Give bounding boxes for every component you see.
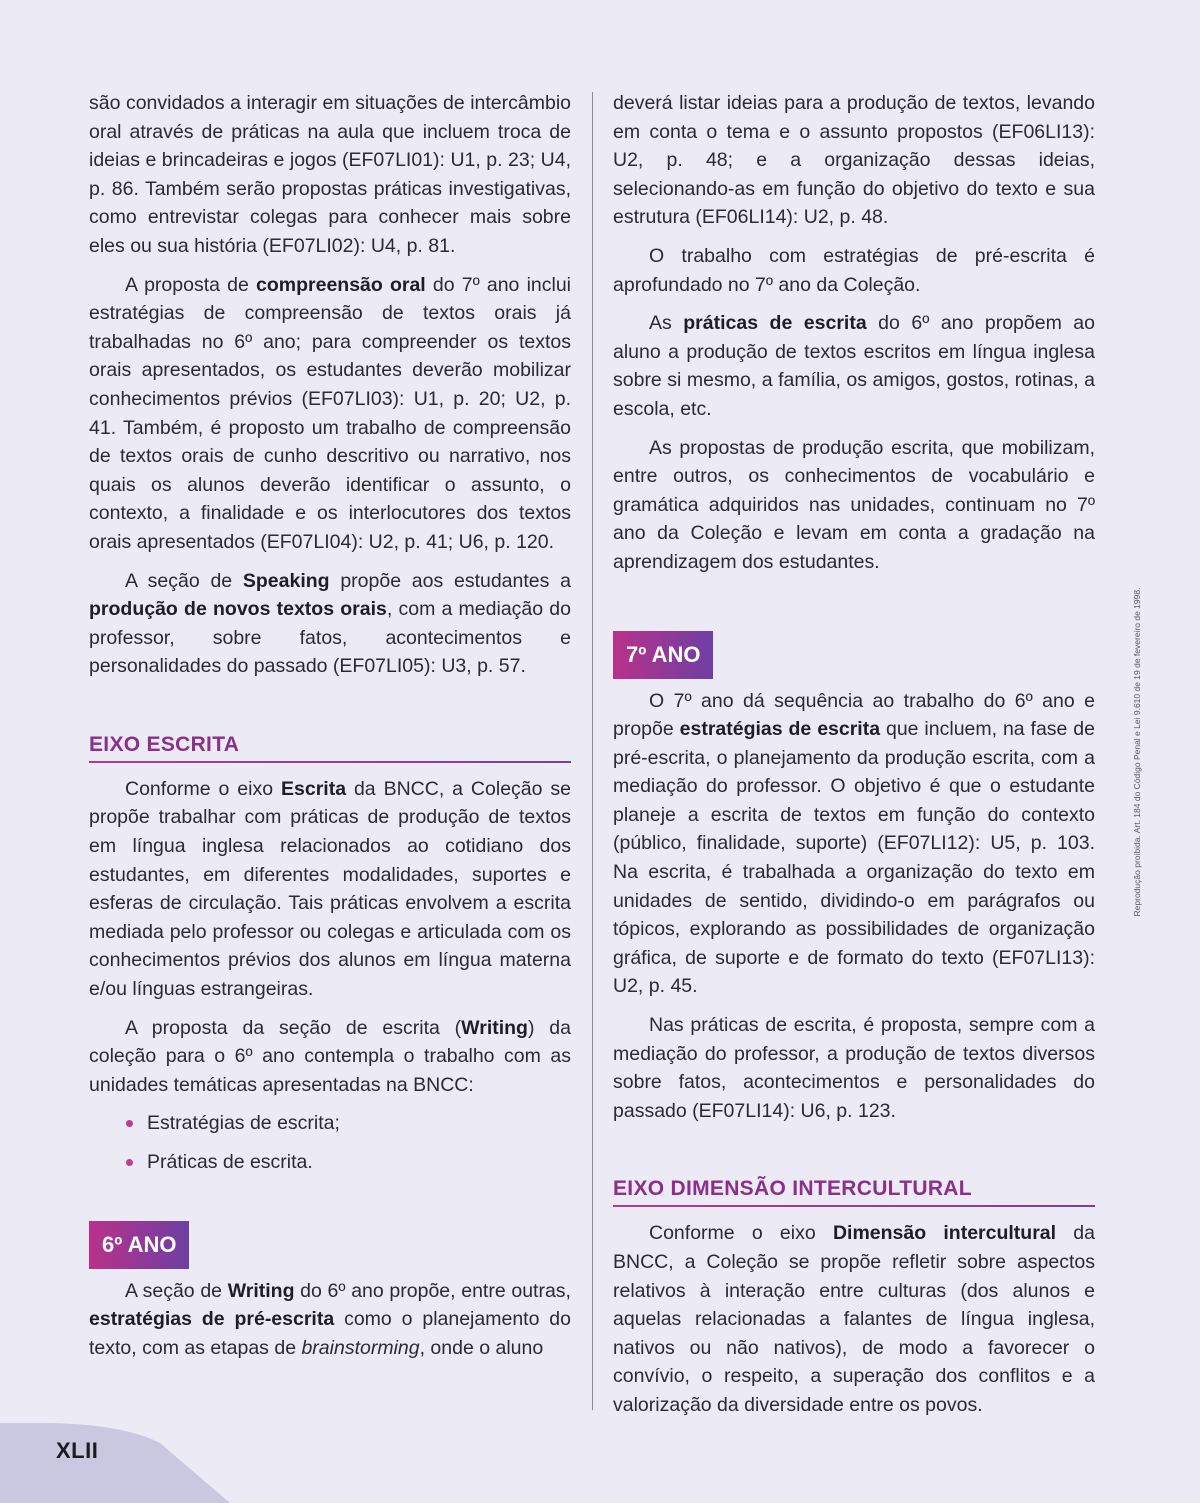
paragraph: O trabalho com estratégias de pré-escrita é aprofundado no 7º ano da Coleção. bbox=[613, 244, 1095, 296]
bold-text: estratégias de pré-escrita bbox=[89, 1308, 335, 1331]
text: propõe aos estudantes a bbox=[329, 569, 571, 592]
text: da BNCC, a Coleção se propõe trabalhar com práticas de produção de textos em língua inglesa relacionados ao cotidiano dos estudantes, em diferentes modalidades, suportes e esferas de circulação. Tais práticas envolvem a escrita mediada pelo professor ou colegas e articulada com os conhecimentos prévios dos alunos em língua materna e/ou línguas estrangeiras. bbox=[89, 777, 571, 1001]
text: do 7º ano inclui estratégias de compreensão de textos orais já trabalhadas no 6º ano; para compreender os textos orais apresentados, os estudantes deverão mobilizar conhecimentos prévios (EF07LI03): U1, p. 20; U2, p. 41. Também, é proposto um trabalho de compreensão de textos orais de cunho descritivo ou narrativo, nos quais os alunos deverão identificar o assunto, o contexto, a finalidade e os interlocutores dos textos orais apresentados (EF07LI04): U2, p. 41; U6, p. 120. bbox=[89, 273, 572, 553]
section-heading-escrita: EIXO ESCRITA bbox=[89, 731, 571, 763]
paragraph bbox=[89, 775, 571, 1004]
bold-text: Escrita bbox=[281, 777, 347, 800]
year-badge-7: 7º ANO bbox=[613, 631, 713, 679]
list-item: Práticas de escrita. bbox=[125, 1148, 571, 1177]
paragraph: Nas práticas de escrita, é proposta, sempre com a mediação do professor, a produção de textos diversos sobre fatos, acontecimentos e personalidades do passado (EF07LI14): U6, p. 123. bbox=[613, 1014, 1095, 1122]
paragraph bbox=[89, 1014, 571, 1100]
text: , onde o aluno bbox=[419, 1336, 544, 1359]
text: O 7º ano dá sequência ao trabalho do 6º ano e propõe bbox=[613, 689, 1095, 741]
text: como o planejamento do texto, com as etapas de bbox=[89, 1308, 571, 1359]
text: ) da coleção para o 6º ano contempla o trabalho com as unidades temáticas apresentadas na BNCC: bbox=[89, 1016, 571, 1096]
text: As bbox=[649, 312, 684, 335]
paragraph bbox=[89, 1277, 571, 1363]
paragraph bbox=[89, 567, 571, 681]
paragraph bbox=[613, 309, 1095, 423]
list-item: Estratégias de escrita; bbox=[125, 1109, 571, 1138]
text: A proposta da seção de escrita ( bbox=[125, 1016, 462, 1039]
bold-text: produção de novos textos orais bbox=[89, 598, 387, 621]
text: da BNCC, a Coleção se propõe refletir sobre aspectos relativos à interação entre culturas (dos alunos e aquelas relacionadas a falantes de língua inglesa, nativos ou não nativos), de modo a favorecer o convívio, o respeito, a superação dos conflitos e a valorização da diversidade entre os povos. bbox=[613, 1222, 1095, 1416]
text: que incluem, na fase de pré-escrita, o planejamento da produção escrita, com a mediação do professor. O objetivo é que o estudante planeje a escrita de textos em função do contexto (público, finalidade, suporte) (EF07LI12): U5, p. 103. Na escrita, é trabalhada a organização do texto em unidades de sentido, dividindo-o em parágrafos ou tópicos, explorando as possibilidades de organização gráfica, de suporte e de formato do texto (EF07LI13): U2, p. 45. bbox=[613, 718, 1096, 998]
bold-text: práticas de escrita bbox=[683, 312, 867, 335]
text: A seção de bbox=[125, 1279, 228, 1302]
paragraph: são convidados a interagir em situações de intercâmbio oral através de práticas na aula que incluem troca de ideias e brincadeiras e jogos (EF07LI01): U1, p. 23; U4, p. 86. Também serão propostas práticas investigativas, como entrevistar colegas para conhecer mais sobre eles ou sua história (EF07LI02): U4, p. 81. bbox=[89, 92, 571, 257]
bold-text: estratégias de escrita bbox=[679, 718, 881, 741]
paragraph: deverá listar ideias para a produção de textos, levando em conta o tema e o assunto propostos (EF06LI13): U2, p. 48; e a organização dessas ideias, selecionando-as em função do objetivo do texto e sua estrutura (EF06LI14): U2, p. 48. bbox=[613, 92, 1095, 229]
text: do 6º ano propõem ao aluno a produção de textos escritos em língua inglesa sobre si mesmo, a família, os amigos, gostos, rotinas, a escola, etc. bbox=[613, 312, 1096, 420]
bold-text: compreensão oral bbox=[256, 273, 426, 296]
text: A proposta de bbox=[125, 273, 256, 296]
text: , com a mediação do professor, sobre fatos, acontecimentos e personalidades do passado (EF07LI05): U3, p. 57. bbox=[89, 598, 571, 678]
left-column bbox=[89, 89, 571, 1372]
corner-decoration bbox=[0, 1423, 230, 1503]
bullet-list bbox=[89, 1109, 571, 1176]
bold-text: Speaking bbox=[242, 569, 330, 592]
year-badge-6: 6º ANO bbox=[89, 1221, 189, 1269]
right-column bbox=[613, 89, 1095, 1430]
bold-text: Writing bbox=[227, 1279, 295, 1302]
paragraph bbox=[89, 271, 571, 557]
bold-text: Dimensão intercultural bbox=[832, 1222, 1057, 1245]
copyright-note: Reprodução proibida. Art. 184 do Código Penal e Lei 9.610 de 19 de fevereiro de 1998. bbox=[1132, 587, 1142, 917]
text: do 6º ano propõe, entre outras, bbox=[294, 1279, 571, 1302]
page-number: XLII bbox=[56, 1438, 99, 1463]
italic-text: brainstorming bbox=[301, 1336, 420, 1359]
section-heading-intercultural: EIXO DIMENSÃO INTERCULTURAL bbox=[613, 1175, 1095, 1207]
text: Conforme o eixo bbox=[649, 1222, 833, 1245]
bold-text: Writing bbox=[461, 1016, 528, 1039]
paragraph: As propostas de produção escrita, que mobilizam, entre outros, os conhecimentos de vocabulário e gramática adquiridos nas unidades, continuam no 7º ano da Coleção e levam em conta a gradação na aprendizagem dos estudantes. bbox=[613, 436, 1095, 573]
paragraph bbox=[613, 1219, 1095, 1419]
text: A seção de bbox=[125, 569, 243, 592]
text: Conforme o eixo bbox=[125, 777, 281, 800]
paragraph bbox=[613, 687, 1095, 1002]
column-divider bbox=[592, 92, 593, 1410]
